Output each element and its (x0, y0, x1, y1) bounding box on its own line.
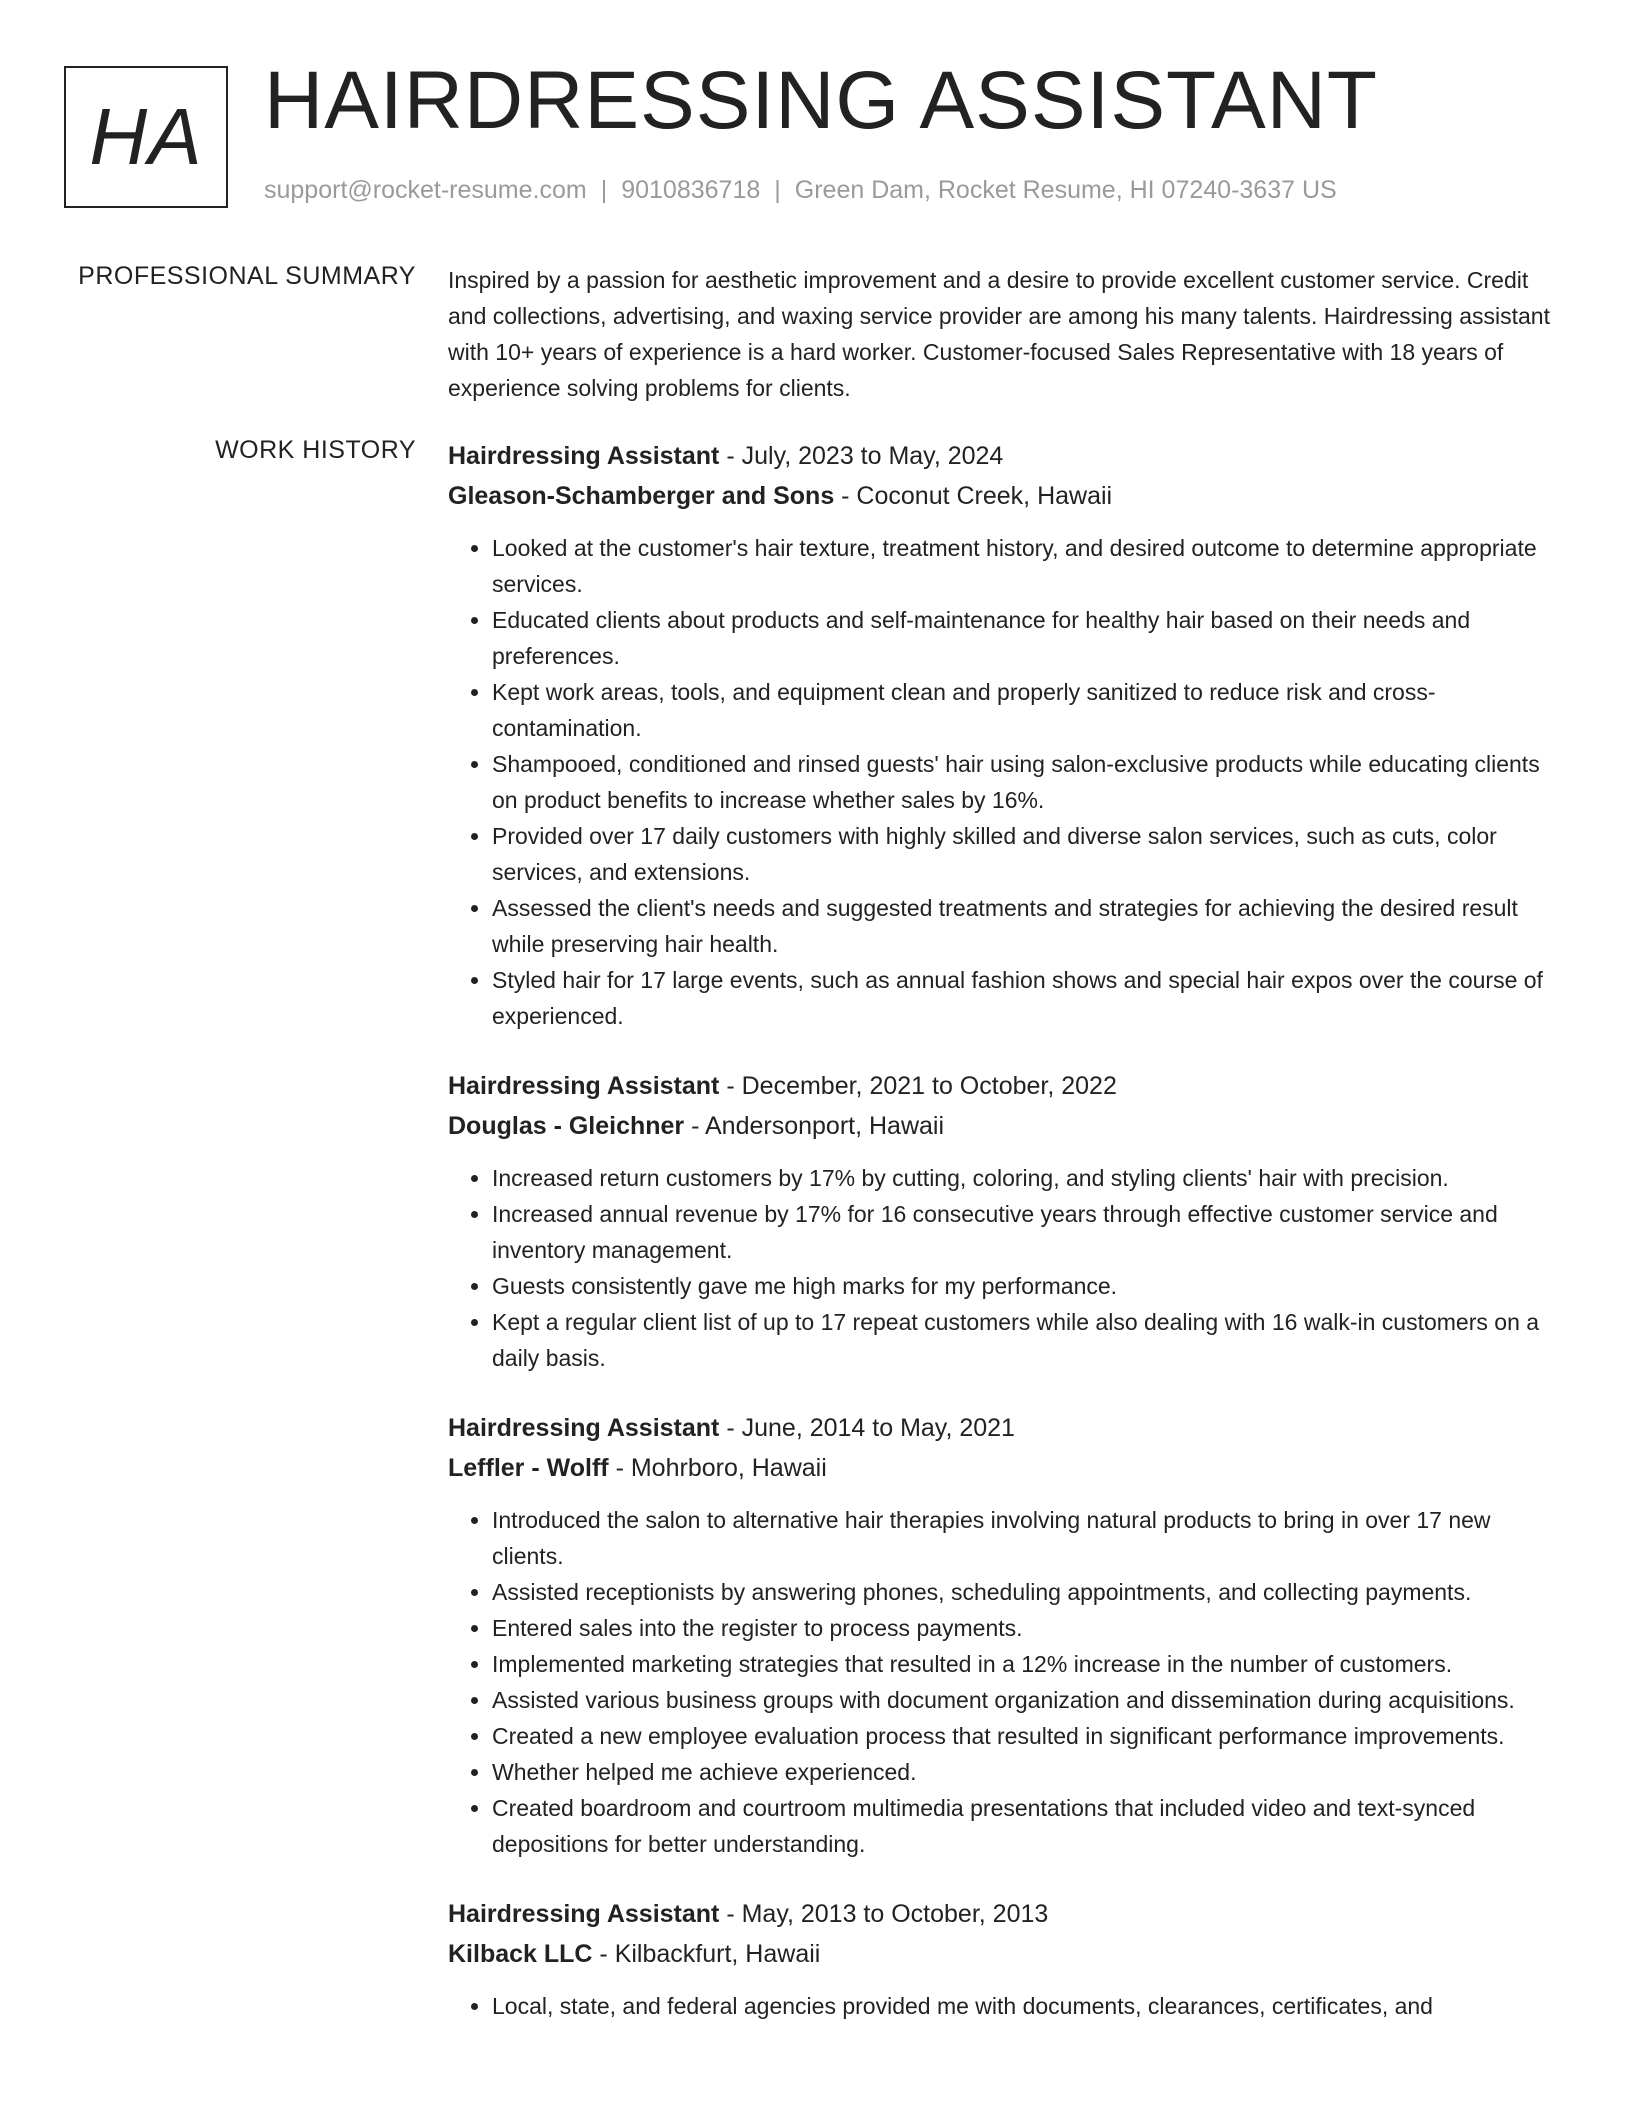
job-entry (448, 1066, 1568, 1376)
contact-separator: | (774, 176, 781, 204)
job-bullet: • Created a new employee evaluation process that resulted in significant performance improvements. (492, 1718, 1568, 1754)
job-bullet: • Kept work areas, tools, and equipment clean and properly sanitized to reduce risk and cross-contamination. (492, 674, 1568, 746)
summary-text: Inspired by a passion for aesthetic improvement and a desire to provide excellent customer service. Credit and collections, advertising, and waxing service provider are among his many talents. Hairdressing assistant with 10+ years of experience is a hard worker. Customer-focused Sales Representative with 18 years of experience solving problems for clients. (448, 267, 1550, 401)
job-title-line (448, 436, 1568, 476)
job-title-line (448, 1408, 1568, 1448)
job-company-line (448, 1934, 1568, 1974)
job-entry (448, 436, 1568, 1034)
contact-email: support@rocket-resume.com (264, 176, 587, 204)
job-company: Kilback LLC (448, 1940, 593, 1968)
resume-title: HAIRDRESSING ASSISTANT (264, 55, 1379, 146)
job-dates: - May, 2013 to October, 2013 (719, 1900, 1049, 1928)
job-bullet: • Shampooed, conditioned and rinsed guests' hair using salon-exclusive products while educating clients on product benefits to increase whether sales by 16%. (492, 746, 1568, 818)
job-title-line (448, 1066, 1568, 1106)
contact-separator: | (600, 176, 608, 204)
job-dates: - July, 2023 to May, 2024 (719, 442, 1004, 470)
job-bullet: • Entered sales into the register to process payments. (492, 1610, 1568, 1646)
job-bullet: • Implemented marketing strategies that resulted in a 12% increase in the number of customers. (492, 1646, 1568, 1682)
job-entry (448, 1894, 1568, 2024)
job-title: Hairdressing Assistant (448, 442, 720, 470)
job-bullet: • Provided over 17 daily customers with highly skilled and diverse salon services, such as cuts, color services, and extensions. (492, 818, 1568, 890)
summary-body (448, 262, 1568, 406)
section-label-summary: PROFESSIONAL SUMMARY (78, 262, 416, 290)
job-bullet: • Styled hair for 17 large events, such as annual fashion shows and special hair expos over the course of experienced. (492, 962, 1568, 1034)
job-title-line (448, 1894, 1568, 1934)
job-bullets (448, 1988, 1568, 2024)
job-bullets (448, 1502, 1568, 1862)
job-title: Hairdressing Assistant (448, 1072, 720, 1100)
initials-monogram (64, 66, 228, 208)
job-bullet: • Assisted various business groups with document organization and dissemination during acquisitions. (492, 1682, 1568, 1718)
job-entry (448, 1408, 1568, 1862)
contact-address: Green Dam, Rocket Resume, HI 07240-3637 US (794, 176, 1337, 204)
contact-line (264, 176, 1337, 205)
job-bullet: • Whether helped me achieve experienced. (492, 1754, 1568, 1790)
job-company: Leffler - Wolff (448, 1454, 609, 1482)
job-bullet: • Assessed the client's needs and suggested treatments and strategies for achieving the desired result while preserving hair health. (492, 890, 1568, 962)
job-location: - Kilbackfurt, Hawaii (592, 1940, 821, 1968)
job-location: - Coconut Creek, Hawaii (834, 482, 1113, 510)
job-bullet: • Introduced the salon to alternative hair therapies involving natural products to bring in over 17 new clients. (492, 1502, 1568, 1574)
job-bullet: • Kept a regular client list of up to 17 repeat customers while also dealing with 16 walk-in customers on a daily basis. (492, 1304, 1568, 1376)
job-location: - Mohrboro, Hawaii (608, 1454, 827, 1482)
contact-phone: 9010836718 (621, 176, 761, 204)
job-company-line (448, 1448, 1568, 1488)
job-dates: - June, 2014 to May, 2021 (719, 1414, 1015, 1442)
job-company: Douglas - Gleichner (448, 1112, 685, 1140)
job-location: - Andersonport, Hawaii (684, 1112, 945, 1140)
job-bullet: • Assisted receptionists by answering phones, scheduling appointments, and collecting payments. (492, 1574, 1568, 1610)
job-bullet: • Increased return customers by 17% by cutting, coloring, and styling clients' hair with precision. (492, 1160, 1568, 1196)
initials-text: HA (89, 92, 203, 181)
job-company: Gleason-Schamberger and Sons (448, 482, 835, 510)
job-dates: - December, 2021 to October, 2022 (719, 1072, 1117, 1100)
job-title: Hairdressing Assistant (448, 1414, 720, 1442)
job-company-line (448, 476, 1568, 516)
job-bullet: • Educated clients about products and self-maintenance for healthy hair based on their needs and preferences. (492, 602, 1568, 674)
job-bullets (448, 530, 1568, 1034)
work-history-body (448, 436, 1568, 2056)
job-bullet: • Looked at the customer's hair texture, treatment history, and desired outcome to determine appropriate services. (492, 530, 1568, 602)
section-label-work: WORK HISTORY (215, 436, 416, 464)
job-bullets (448, 1160, 1568, 1376)
job-title: Hairdressing Assistant (448, 1900, 720, 1928)
job-bullet: • Increased annual revenue by 17% for 16 consecutive years through effective customer service and inventory management. (492, 1196, 1568, 1268)
job-bullet: • Guests consistently gave me high marks for my performance. (492, 1268, 1568, 1304)
job-company-line (448, 1106, 1568, 1146)
job-bullet: • Created boardroom and courtroom multimedia presentations that included video and text-synced depositions for better understanding. (492, 1790, 1568, 1862)
job-bullet: • Local, state, and federal agencies provided me with documents, clearances, certificates, and (492, 1988, 1568, 2024)
